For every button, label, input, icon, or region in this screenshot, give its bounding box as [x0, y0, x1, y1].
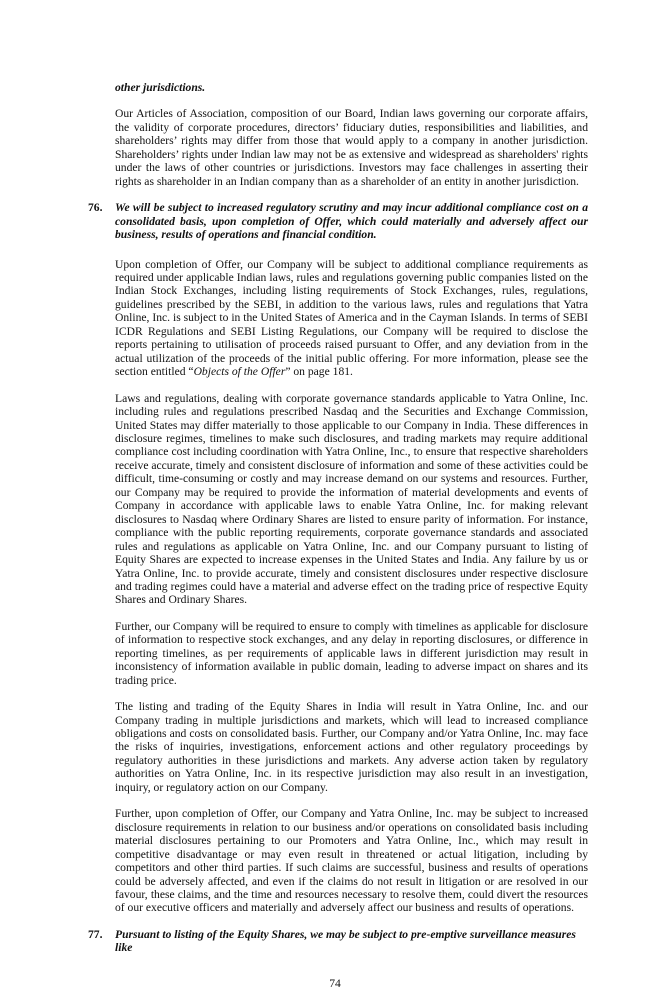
paragraph-text: Upon completion of Offer, our Company will be subject to additional compliance requirements as required under applicable Indian laws, rules and regulations governing public companies listed on the Indian Stock Exchanges, including listing requirements of Stock Exchanges, rules, regulations, guidelines prescribed by the SEBI, in addition to the various laws, rules and regulations that Yatra Online, Inc. is subject to in the United States of America and in the Cayman Islands. In terms of SEBI ICDR Regulations and SEBI Listing Regulations, our Company will be required to disclose the reports pertaining to utilisation of proceeds raised pursuant to Offer, and any deviation from in the actual utilization of the proceeds of the initial public offering. For more information, please see the section entitled “ [115, 257, 588, 379]
risk-76-paragraph-1 [115, 258, 588, 379]
risk-76-paragraph-5: Further, upon completion of Offer, our Company and Yatra Online, Inc. may be subject to increased disclosure requirements in relation to our business and/or operations on consolidated basis including material disclosures pertaining to our Promoters and Yatra Online, Inc., which may result in competitive disadvantage or may even result in threatened or actual litigation, including by competitors and other third parties. If such claims are successful, business and results of operations could be adversely affected, and even if the claims do not result in litigation or are resolved in our favour, these claims, and the time and resources necessary to resolve them, could divert the resources of our executive officers and materially and adversely affect our business and results of operations. [115, 807, 588, 915]
paragraph-articles: Our Articles of Association, composition of our Board, Indian laws governing our corporate affairs, the validity of corporate procedures, directors’ fiduciary duties, responsibilities and liabilities, and shareholders’ rights may differ from those that would apply to a company in another jurisdiction. Shareholders’ rights under Indian law may not be as extensive and widespread as shareholders' rights under the laws of other countries or jurisdictions. Investors may face challenges in asserting their rights as shareholder in an Indian company than as a shareholder of an entity in another jurisdiction. [115, 107, 588, 188]
risk-77-title: Pursuant to listing of the Equity Shares, we may be subject to pre-emptive surveillance measures like [115, 927, 576, 955]
risk-76-paragraph-3: Further, our Company will be required to ensure to comply with timelines as applicable for disclosure of information to respective stock exchanges, and any delay in reporting disclosures, or difference in reporting timelines, as per requirements of applicable laws in different jurisdiction may result in inconsistency of information available in public domain, leading to adverse impact on shares and its trading price. [115, 619, 588, 687]
risk-76-number: 76. [88, 201, 103, 215]
paragraph-text-tail: ” on page 181. [285, 365, 353, 379]
risk-76-paragraph-4: The listing and trading of the Equity Shares in India will result in Yatra Online, Inc. and our Company trading in multiple jurisdictions and markets, which will lead to increased compliance obligations and costs on consolidated basis. Further, our Company and/or Yatra Online, Inc. may face the risks of inquiries, investigations, enforcement actions and other regulatory proceedings by regulatory authorities in these jurisdictions and markets. Any adverse action taken by regulatory authorities on Yatra Online, Inc. in its respective jurisdiction may also result in an investigation, inquiry, or regulatory action on our Company. [115, 700, 588, 794]
risk-77-number: 77. [88, 927, 103, 941]
risk-76-title: We will be subject to increased regulatory scrutiny and may incur additional compliance cost on a consolidated basis, upon completion of Offer, which could materially and adversely affect our business, results of operations and financial condition. [115, 201, 588, 242]
risk-76-paragraph-2: Laws and regulations, dealing with corporate governance standards applicable to Yatra Online, Inc. including rules and regulations prescribed Nasdaq and the Securities and Exchange Commission, United States may differ materially to those applicable to our Company in India. These differences in disclosure regimes, timelines to make such disclosures, and trading markets may require additional compliance cost including coordination with Yatra Online, Inc., to ensure that respective shareholders receive accurate, timely and consistent disclosure of information and some of these activities could be difficult, time-consuming or costly and may increase demand on our systems and resources. Further, our Company may be required to provide the information of material developments and events of Company in accordance with applicable laws to enable Yatra Online, Inc. for making relevant disclosures to Nasdaq where Ordinary Shares are listed to ensure parity of information. For instance, compliance with the public reporting requirements, corporate governance standards and associated rules and regulations as applicable on Yatra Online, Inc. and our Company pursuant to listing of Equity Shares are expected to increase expenses in the United States and India. Any failure by us or Yatra Online, Inc. to provide accurate, timely and consistent disclosures under respective disclosure and trading regimes could have a material and adverse effect on the trading price of respective Equity Shares and Ordinary Shares. [115, 391, 588, 607]
page-number: 74 [329, 976, 341, 990]
section-reference: Objects of the Offer [193, 365, 286, 379]
risk-77-heading [88, 927, 588, 955]
continued-heading: other jurisdictions. [115, 81, 206, 94]
risk-76-heading [88, 201, 588, 242]
